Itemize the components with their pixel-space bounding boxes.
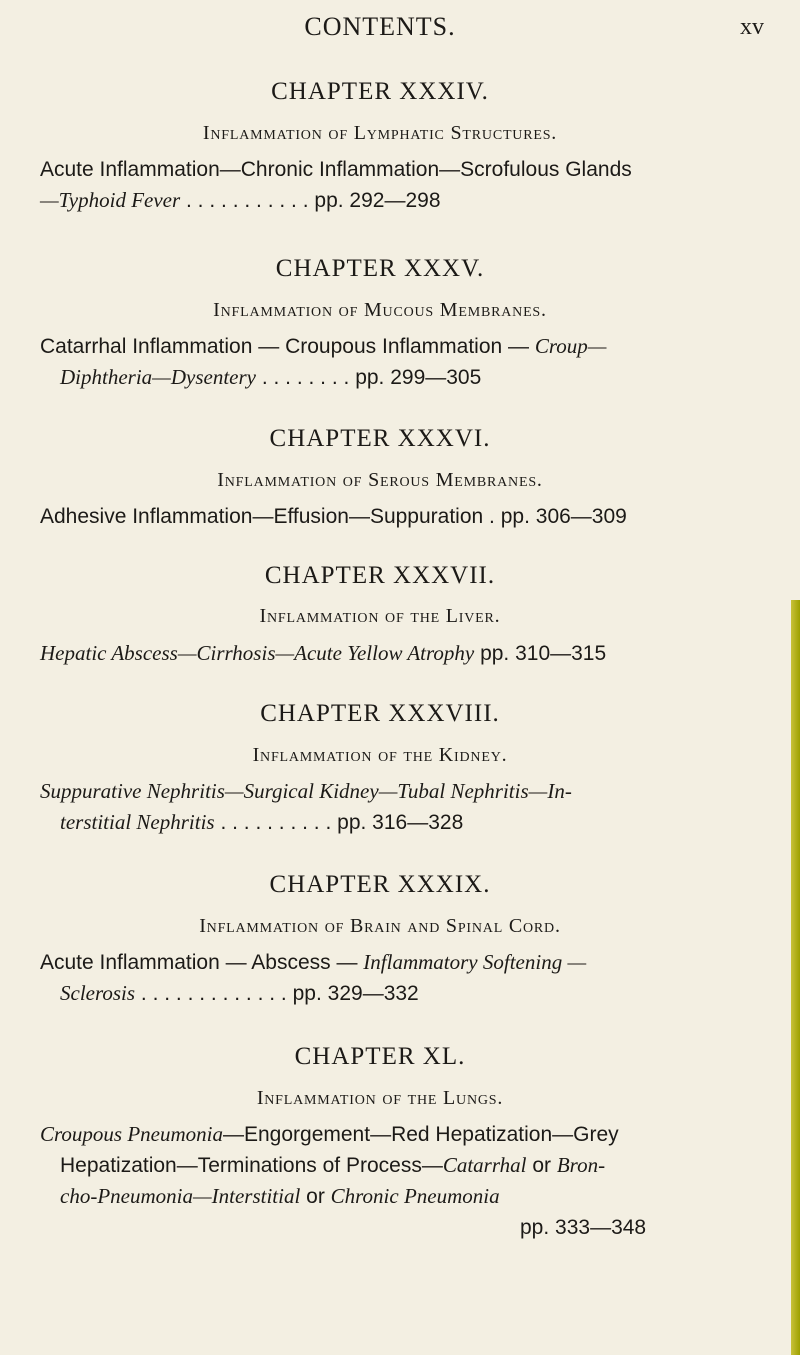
chapter-subject: Inflammation of the Kidney. xyxy=(252,744,508,766)
chapter-subject: Inflammation of Mucous Membranes. xyxy=(213,299,547,321)
chapter-subject: Inflammation of Lymphatic Structures. xyxy=(202,122,558,144)
description-line xyxy=(40,1212,730,1243)
description-text: Hepatization—Terminations of Process— xyxy=(60,1154,443,1177)
running-title: CONTENTS. xyxy=(304,12,456,41)
chapter-title: CHAPTER XXXVII. xyxy=(264,562,496,589)
description-line xyxy=(40,501,730,532)
description-line xyxy=(40,638,730,669)
description-italic: Bron- xyxy=(556,1153,606,1177)
page-range: pp. 306—309 xyxy=(500,505,627,528)
page-number: xv xyxy=(740,14,764,40)
chapter-subject: Inflammation of Serous Membranes. xyxy=(217,469,543,491)
description-italic: Croupous Pneumonia xyxy=(40,1122,223,1146)
description-line xyxy=(40,1150,730,1181)
description-italic: Catarrhal xyxy=(442,1153,527,1177)
description-italic: Chronic Pneumonia xyxy=(330,1184,500,1208)
chapter-title: CHAPTER XXXV. xyxy=(275,255,485,282)
description-italic: Diphtheria—Dysentery xyxy=(60,365,256,389)
page-range: pp. 329—332 xyxy=(292,982,419,1005)
description-text: or xyxy=(300,1185,331,1208)
chapter-subject: Inflammation of the Lungs. xyxy=(256,1087,504,1109)
description-text: or xyxy=(526,1154,557,1177)
description-italic: Inflammatory Softening — xyxy=(363,950,587,974)
chapter-title: CHAPTER XXXVIII. xyxy=(260,700,500,727)
chapter-description xyxy=(40,1119,730,1243)
description-line xyxy=(40,978,730,1009)
chapter-description xyxy=(40,331,730,393)
description-line: Acute Inflammation—Chronic Inflammation—Scrofulous Glands xyxy=(40,158,632,181)
description-line xyxy=(40,776,730,807)
page-range: pp. 310—315 xyxy=(480,642,607,665)
description-italic: Hepatic Abscess—Cirrhosis—Acute Yellow Atrophy xyxy=(40,641,475,665)
description-line xyxy=(40,362,730,393)
page-range: pp. 333—348 xyxy=(520,1216,647,1239)
chapter-subject: Inflammation of the Liver. xyxy=(259,605,501,627)
description-line xyxy=(40,807,730,838)
chapter-title: CHAPTER XXXIV. xyxy=(271,78,489,105)
leader-dots: . . . . . . . . . . . xyxy=(186,189,309,212)
description-line xyxy=(40,947,730,978)
leader-dots: . . . . . . . . . . xyxy=(220,811,332,834)
description-text: Adhesive Inflammation—Effusion—Suppuration xyxy=(40,505,484,528)
description-italic: Sclerosis xyxy=(60,981,136,1005)
page-edge-strip xyxy=(791,600,800,1355)
description-line xyxy=(40,185,730,216)
page-range: pp. 292—298 xyxy=(314,189,441,212)
description-text: —Engorgement—Red Hepatization—Grey xyxy=(222,1123,619,1146)
description-italic: Suppurative Nephritis—Surgical Kidney—Tubal Nephritis—In- xyxy=(40,779,572,803)
page-range: pp. 316—328 xyxy=(337,811,464,834)
leader-dots: . . . . . . . . xyxy=(261,366,350,389)
description-text: Catarrhal Inflammation — Croupous Inflammation — xyxy=(40,335,535,358)
chapter-description xyxy=(40,154,730,216)
chapter-description xyxy=(40,501,730,532)
chapter-description xyxy=(40,638,730,669)
page-range: pp. 299—305 xyxy=(355,366,482,389)
description-italic: cho-Pneumonia—Interstitial xyxy=(60,1184,301,1208)
page-header xyxy=(0,6,800,46)
chapter-title: CHAPTER XXXVI. xyxy=(269,425,491,452)
description-italic: terstitial Nephritis xyxy=(60,810,215,834)
description-line xyxy=(40,331,730,362)
chapter-subject: Inflammation of Brain and Spinal Cord. xyxy=(199,915,561,937)
leader-dots: . xyxy=(489,505,495,528)
leader-dots: . . . . . . . . . . . . . xyxy=(140,982,287,1005)
description-line xyxy=(40,1119,730,1150)
chapter-title: CHAPTER XXXIX. xyxy=(269,871,491,898)
chapter-title: CHAPTER XL. xyxy=(294,1043,466,1070)
description-line xyxy=(40,1181,730,1212)
chapter-description xyxy=(40,776,730,838)
description-text: Acute Inflammation — Abscess — xyxy=(40,951,364,974)
description-italic: Croup— xyxy=(534,334,607,358)
description-italic: —Typhoid Fever xyxy=(40,188,181,212)
chapter-description xyxy=(40,947,730,1009)
